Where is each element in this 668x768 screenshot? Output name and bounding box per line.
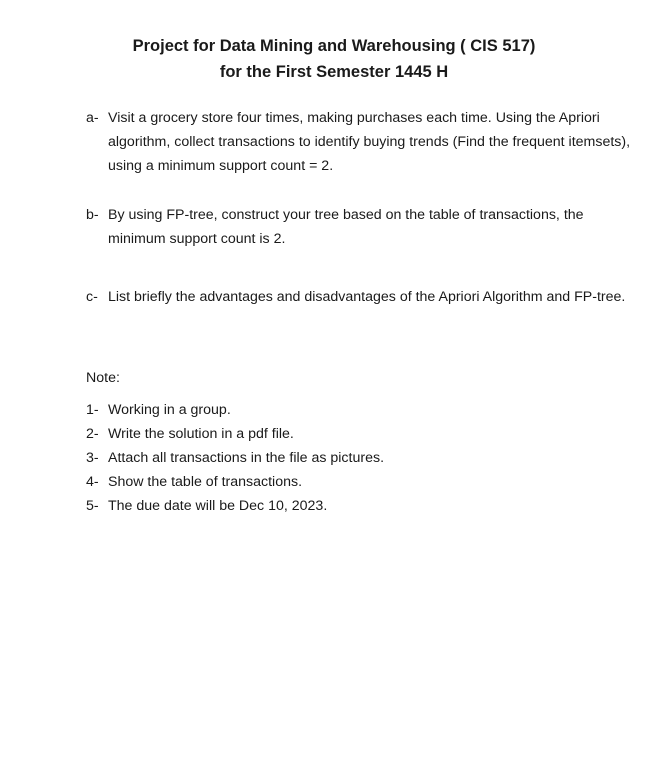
page-subtitle: for the First Semester 1445 H <box>219 63 449 81</box>
task-b-marker: b- <box>86 207 99 223</box>
task-a-text: Visit a grocery store four times, making purchases each time. Using the Apriori algorithm, collect transactions to identify buying trends (Find the frequent itemsets), using a minimum support count = 2. <box>108 110 631 174</box>
task-b-text: By using FP-tree, construct your tree based on the table of transactions, the minimum support count is 2. <box>108 207 584 247</box>
note-item <box>86 471 631 495</box>
note-item <box>86 495 631 519</box>
note-item-number: 1- <box>86 402 99 418</box>
task-c-text: List briefly the advantages and disadvantages of the Apriori Algorithm and FP-tree. <box>108 289 626 305</box>
note-item-text: Attach all transactions in the file as pictures. <box>108 450 385 466</box>
note-item-text: The due date will be Dec 10, 2023. <box>108 498 328 514</box>
note-item <box>86 399 631 423</box>
task-c <box>86 285 631 309</box>
page-title: Project for Data Mining and Warehousing ( CIS 517) <box>132 37 536 55</box>
task-c-marker: c- <box>86 289 98 305</box>
note-item <box>86 447 631 471</box>
task-a-marker: a- <box>86 110 99 126</box>
note-heading: Note: <box>86 370 120 386</box>
note-item-text: Show the table of transactions. <box>108 474 303 490</box>
task-a <box>86 106 631 178</box>
note-item-text: Write the solution in a pdf file. <box>108 426 294 442</box>
note-item <box>86 423 631 447</box>
note-item-number: 4- <box>86 474 99 490</box>
note-item-number: 3- <box>86 450 99 466</box>
note-item-number: 2- <box>86 426 99 442</box>
note-item-text: Working in a group. <box>108 402 231 418</box>
note-list <box>86 399 631 519</box>
task-b <box>86 203 631 251</box>
note-item-number: 5- <box>86 498 99 514</box>
